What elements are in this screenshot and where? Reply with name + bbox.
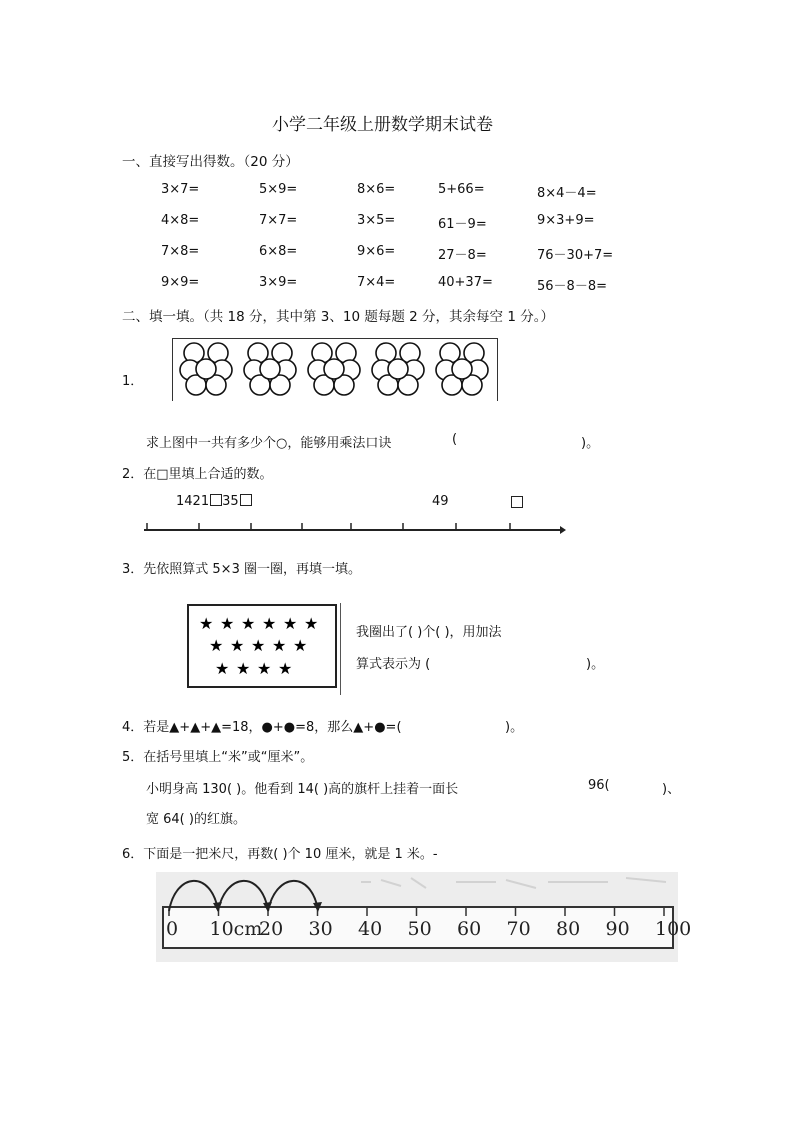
ruler-label: 100: [655, 918, 692, 940]
q2-blank-box[interactable]: [210, 494, 222, 506]
ruler-label: 90: [605, 918, 630, 940]
q3-line2a: 算式表示为 (: [356, 657, 431, 672]
ruler-labels: [166, 918, 691, 940]
q3-text: 3．先依照算式 5×3 圈一圈，再填一填。: [122, 562, 361, 577]
flower: [180, 343, 232, 395]
star-icon: ★: [236, 659, 251, 678]
q2-blank-box[interactable]: [240, 494, 252, 506]
ruler-label: 10cm: [209, 918, 263, 940]
q4-prefix: 4．若是: [122, 720, 170, 735]
star-icon: ★: [283, 614, 298, 633]
circle-shape: [196, 359, 216, 379]
section2-heading: 二、填一填。（共 18 分，其中第 3、10 题每题 2 分，其余每空 1 分。）: [122, 309, 554, 325]
circle-icon: ●: [374, 720, 386, 735]
star-icon: ★: [257, 659, 272, 678]
arithmetic-item: 7×4=: [357, 275, 396, 290]
star-icon: ★: [241, 614, 256, 633]
number-line-arrow: [560, 526, 566, 534]
flower-circles: [173, 339, 497, 401]
star-icon: ★: [215, 659, 230, 678]
q1-answer-open[interactable]: (: [452, 432, 458, 447]
ruler-label: 60: [457, 918, 482, 940]
ruler-label: 40: [358, 918, 383, 940]
triangle-icon: ▲: [211, 720, 222, 735]
flower: [372, 343, 424, 395]
q5-text: 5．在括号里填上“米”或“厘米”。: [122, 750, 314, 765]
circle-shape: [260, 359, 280, 379]
ruler-label: 70: [506, 918, 531, 940]
star-icon: ★: [262, 614, 277, 633]
q2-seq-start: 1421: [176, 494, 210, 509]
meter-ruler: [156, 872, 692, 962]
circle-shape: [388, 359, 408, 379]
q2-seq-mid: 35: [222, 494, 239, 509]
arithmetic-item: 3×7=: [161, 182, 200, 197]
q2-sequence: [176, 494, 252, 509]
circle-shape: [324, 359, 344, 379]
q3-line1: 我圈出了( )个( )，用加法: [356, 625, 502, 640]
arithmetic-item: 9×3+9=: [537, 213, 595, 228]
q4-line: 4．若是▲+▲+▲=18，●+●=8，那么▲+●=(: [122, 720, 402, 735]
arithmetic-item: 7×8=: [161, 244, 200, 259]
arithmetic-item: 5×9=: [259, 182, 298, 197]
ruler-label: 50: [407, 918, 432, 940]
flower-figure: [172, 338, 498, 401]
arithmetic-item: 40+37=: [438, 275, 493, 290]
arithmetic-item: 9×9=: [161, 275, 200, 290]
arithmetic-item: 3×5=: [357, 213, 396, 228]
q1-text: 求上图中一共有多少个○，能够用乘法口诀: [146, 436, 392, 451]
q4-close: )。: [505, 720, 524, 735]
q5-line1c: )、: [662, 782, 681, 797]
q4-tail: =(: [385, 720, 402, 735]
arithmetic-item: 6×8=: [259, 244, 298, 259]
arithmetic-item: 4×8=: [161, 213, 200, 228]
arithmetic-item: 3×9=: [259, 275, 298, 290]
q5-line2: 宽 64( )的红旗。: [146, 812, 246, 827]
q2-value-49: 49: [432, 494, 449, 509]
arithmetic-item: 76－30+7=: [537, 248, 614, 263]
circle-shape: [452, 359, 472, 379]
q1-number: 1．: [122, 374, 144, 389]
q2-text: 2．在□里填上合适的数。: [122, 467, 273, 482]
q6-text: 6．下面是一把米尺，再数( )个 10 厘米，就是 1 米。-: [122, 847, 438, 862]
q1-answer-close: )。: [581, 436, 600, 451]
page-title: 小学二年级上册数学期末试卷: [272, 115, 493, 135]
circle-icon: ●: [283, 720, 296, 735]
arithmetic-item: 7×7=: [259, 213, 298, 228]
number-line: [142, 518, 567, 538]
star-icon: ★: [199, 614, 214, 633]
ruler-label: 80: [556, 918, 581, 940]
flower: [308, 343, 360, 395]
arithmetic-item: 9×6=: [357, 244, 396, 259]
arithmetic-item: 8×6=: [357, 182, 396, 197]
q4-eq2: =8，那么: [295, 720, 354, 735]
triangle-icon: ▲: [353, 720, 364, 735]
triangle-icon: ▲: [190, 720, 201, 735]
flower: [244, 343, 296, 395]
arithmetic-item: 5+66=: [438, 182, 485, 197]
section1-heading: 一、直接写出得数。（20 分）: [122, 154, 299, 170]
q4-eq1: =18，: [221, 720, 262, 735]
star-icon: ★: [272, 636, 287, 655]
q3-line2b: )。: [586, 657, 605, 672]
q5-line1a: 小明身高 130( )。他看到 14( )高的旗杆上挂着一面长: [146, 782, 459, 797]
q2-last-box-wrap: [510, 496, 523, 511]
star-icon: ★: [304, 614, 319, 633]
arithmetic-item: 61－9=: [438, 217, 487, 232]
arithmetic-item: 27－8=: [438, 248, 487, 263]
star-icon: ★: [209, 636, 224, 655]
circle-icon: ●: [261, 720, 273, 735]
ruler-label: 20: [259, 918, 284, 940]
arithmetic-item: 8×4－4=: [537, 186, 597, 201]
star-icon: ★: [230, 636, 245, 655]
star-icon: ★: [251, 636, 266, 655]
star-divider: [340, 603, 341, 695]
star-figure: [187, 604, 337, 688]
ruler-label: 30: [308, 918, 333, 940]
q5-line1b: 96(: [588, 778, 610, 793]
triangle-icon: ▲: [169, 720, 180, 735]
arithmetic-item: 56－8－8=: [537, 279, 607, 294]
star-icon: ★: [293, 636, 308, 655]
q2-blank-box[interactable]: [511, 496, 523, 508]
star-icon: ★: [278, 659, 293, 678]
star-icon: ★: [220, 614, 235, 633]
ruler-label: 0: [166, 918, 179, 940]
flower: [436, 343, 488, 395]
